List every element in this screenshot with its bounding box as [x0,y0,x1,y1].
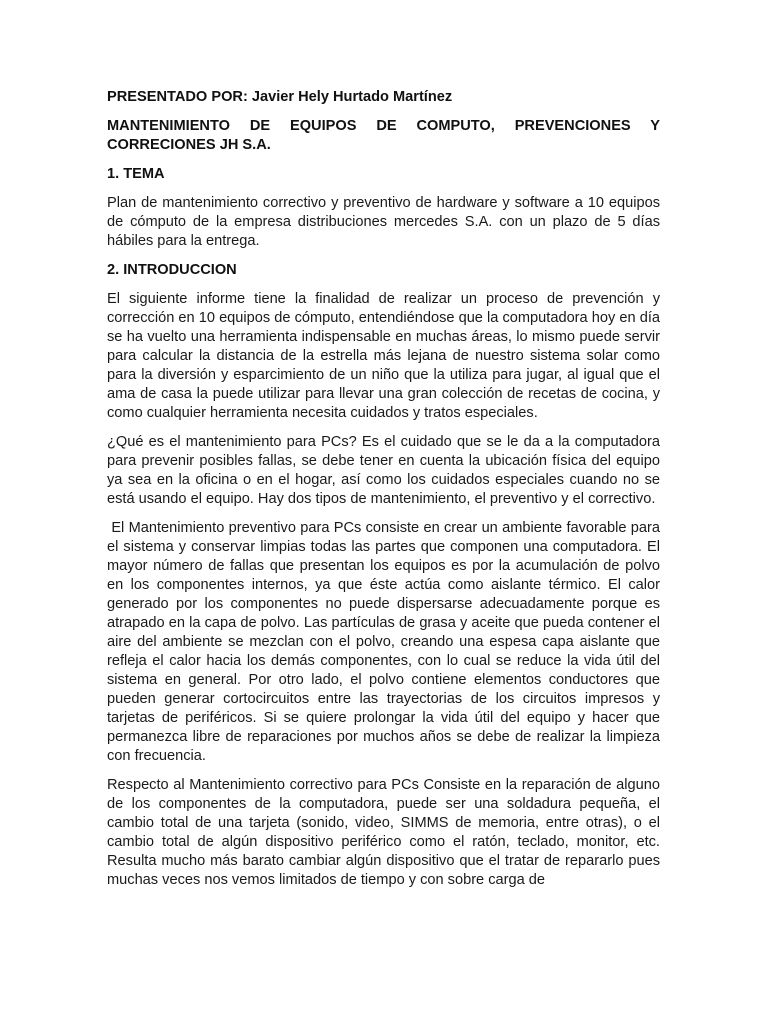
document-title: MANTENIMIENTO DE EQUIPOS DE COMPUTO, PREVENCIONES Y CORRECIONES JH S.A. [107,118,660,153]
section-heading-introduccion: 2. INTRODUCCION [107,262,237,278]
introduccion-paragraph-2: ¿Qué es el mantenimiento para PCs? Es el cuidado que se le da a la computadora para prevenir posibles fallas, se debe tener en cuenta la ubicación física del equipo ya sea en la oficina o en el hogar, así como los cuidados especiales cuando no se está usando el equipo. Hay dos tipos de mantenimiento, el preventivo y el correctivo. [107,434,660,507]
section-heading-tema: 1. TEMA [107,166,165,182]
introduccion-paragraph-1: El siguiente informe tiene la finalidad de realizar un proceso de prevención y corrección en 10 equipos de cómputo, entendiéndose que la computadora hoy en día se ha vuelto una herramienta indispensable en muchas áreas, lo mismo puede servir para calcular la distancia de la estrella más lejana de nuestro sistema solar como para la diversión y esparcimiento de un niño que la utiliza para jugar, al igual que el ama de casa la puede utilizar para llevar una gran colección de recetas de cocina, y como cualquier herramienta necesita cuidados y tratos especiales. [107,291,660,421]
introduccion-paragraph-4: Respecto al Mantenimiento correctivo para PCs Consiste en la reparación de alguno de los componentes de la computadora, puede ser una soldadura pequeña, el cambio total de una tarjeta (sonido, video, SIMMS de memoria, entre otras), o el cambio total de algún dispositivo periférico como el ratón, teclado, monitor, etc. Resulta mucho más barato cambiar algún dispositivo que el tratar de repararlo pues muchas veces nos vemos limitados de tiempo y con sobre carga de [107,777,660,888]
document-page [107,88,665,900]
presented-by: PRESENTADO POR: Javier Hely Hurtado Martínez [107,89,453,105]
introduccion-paragraph-3: El Mantenimiento preventivo para PCs consiste en crear un ambiente favorable para el sistema y conservar limpias todas las partes que componen una computadora. El mayor número de fallas que presentan los equipos es por la acumulación de polvo en los componentes internos, ya que éste actúa como aislante térmico. El calor generado por los componentes no puede dispersarse adecuadamente porque es atrapado en la capa de polvo. Las partículas de grasa y aceite que pueda contener el aire del ambiente se mezclan con el polvo, creando una espesa capa aislante que refleja el calor hacia los demás componentes, con lo cual se reduce la vida útil del sistema en general. Por otro lado, el polvo contiene elementos conductores que pueden generar cortocircuitos entre las trayectorias de los circuitos impresos y tarjetas de periféricos. Si se quiere prolongar la vida útil del equipo y hacer que permanezca libre de reparaciones por muchos años se debe de realizar la limpieza con frecuencia. [107,520,665,764]
tema-paragraph: Plan de mantenimiento correctivo y preventivo de hardware y software a 10 equipos de cómputo de la empresa distribuciones mercedes S.A. con un plazo de 5 días hábiles para la entrega. [107,195,660,249]
